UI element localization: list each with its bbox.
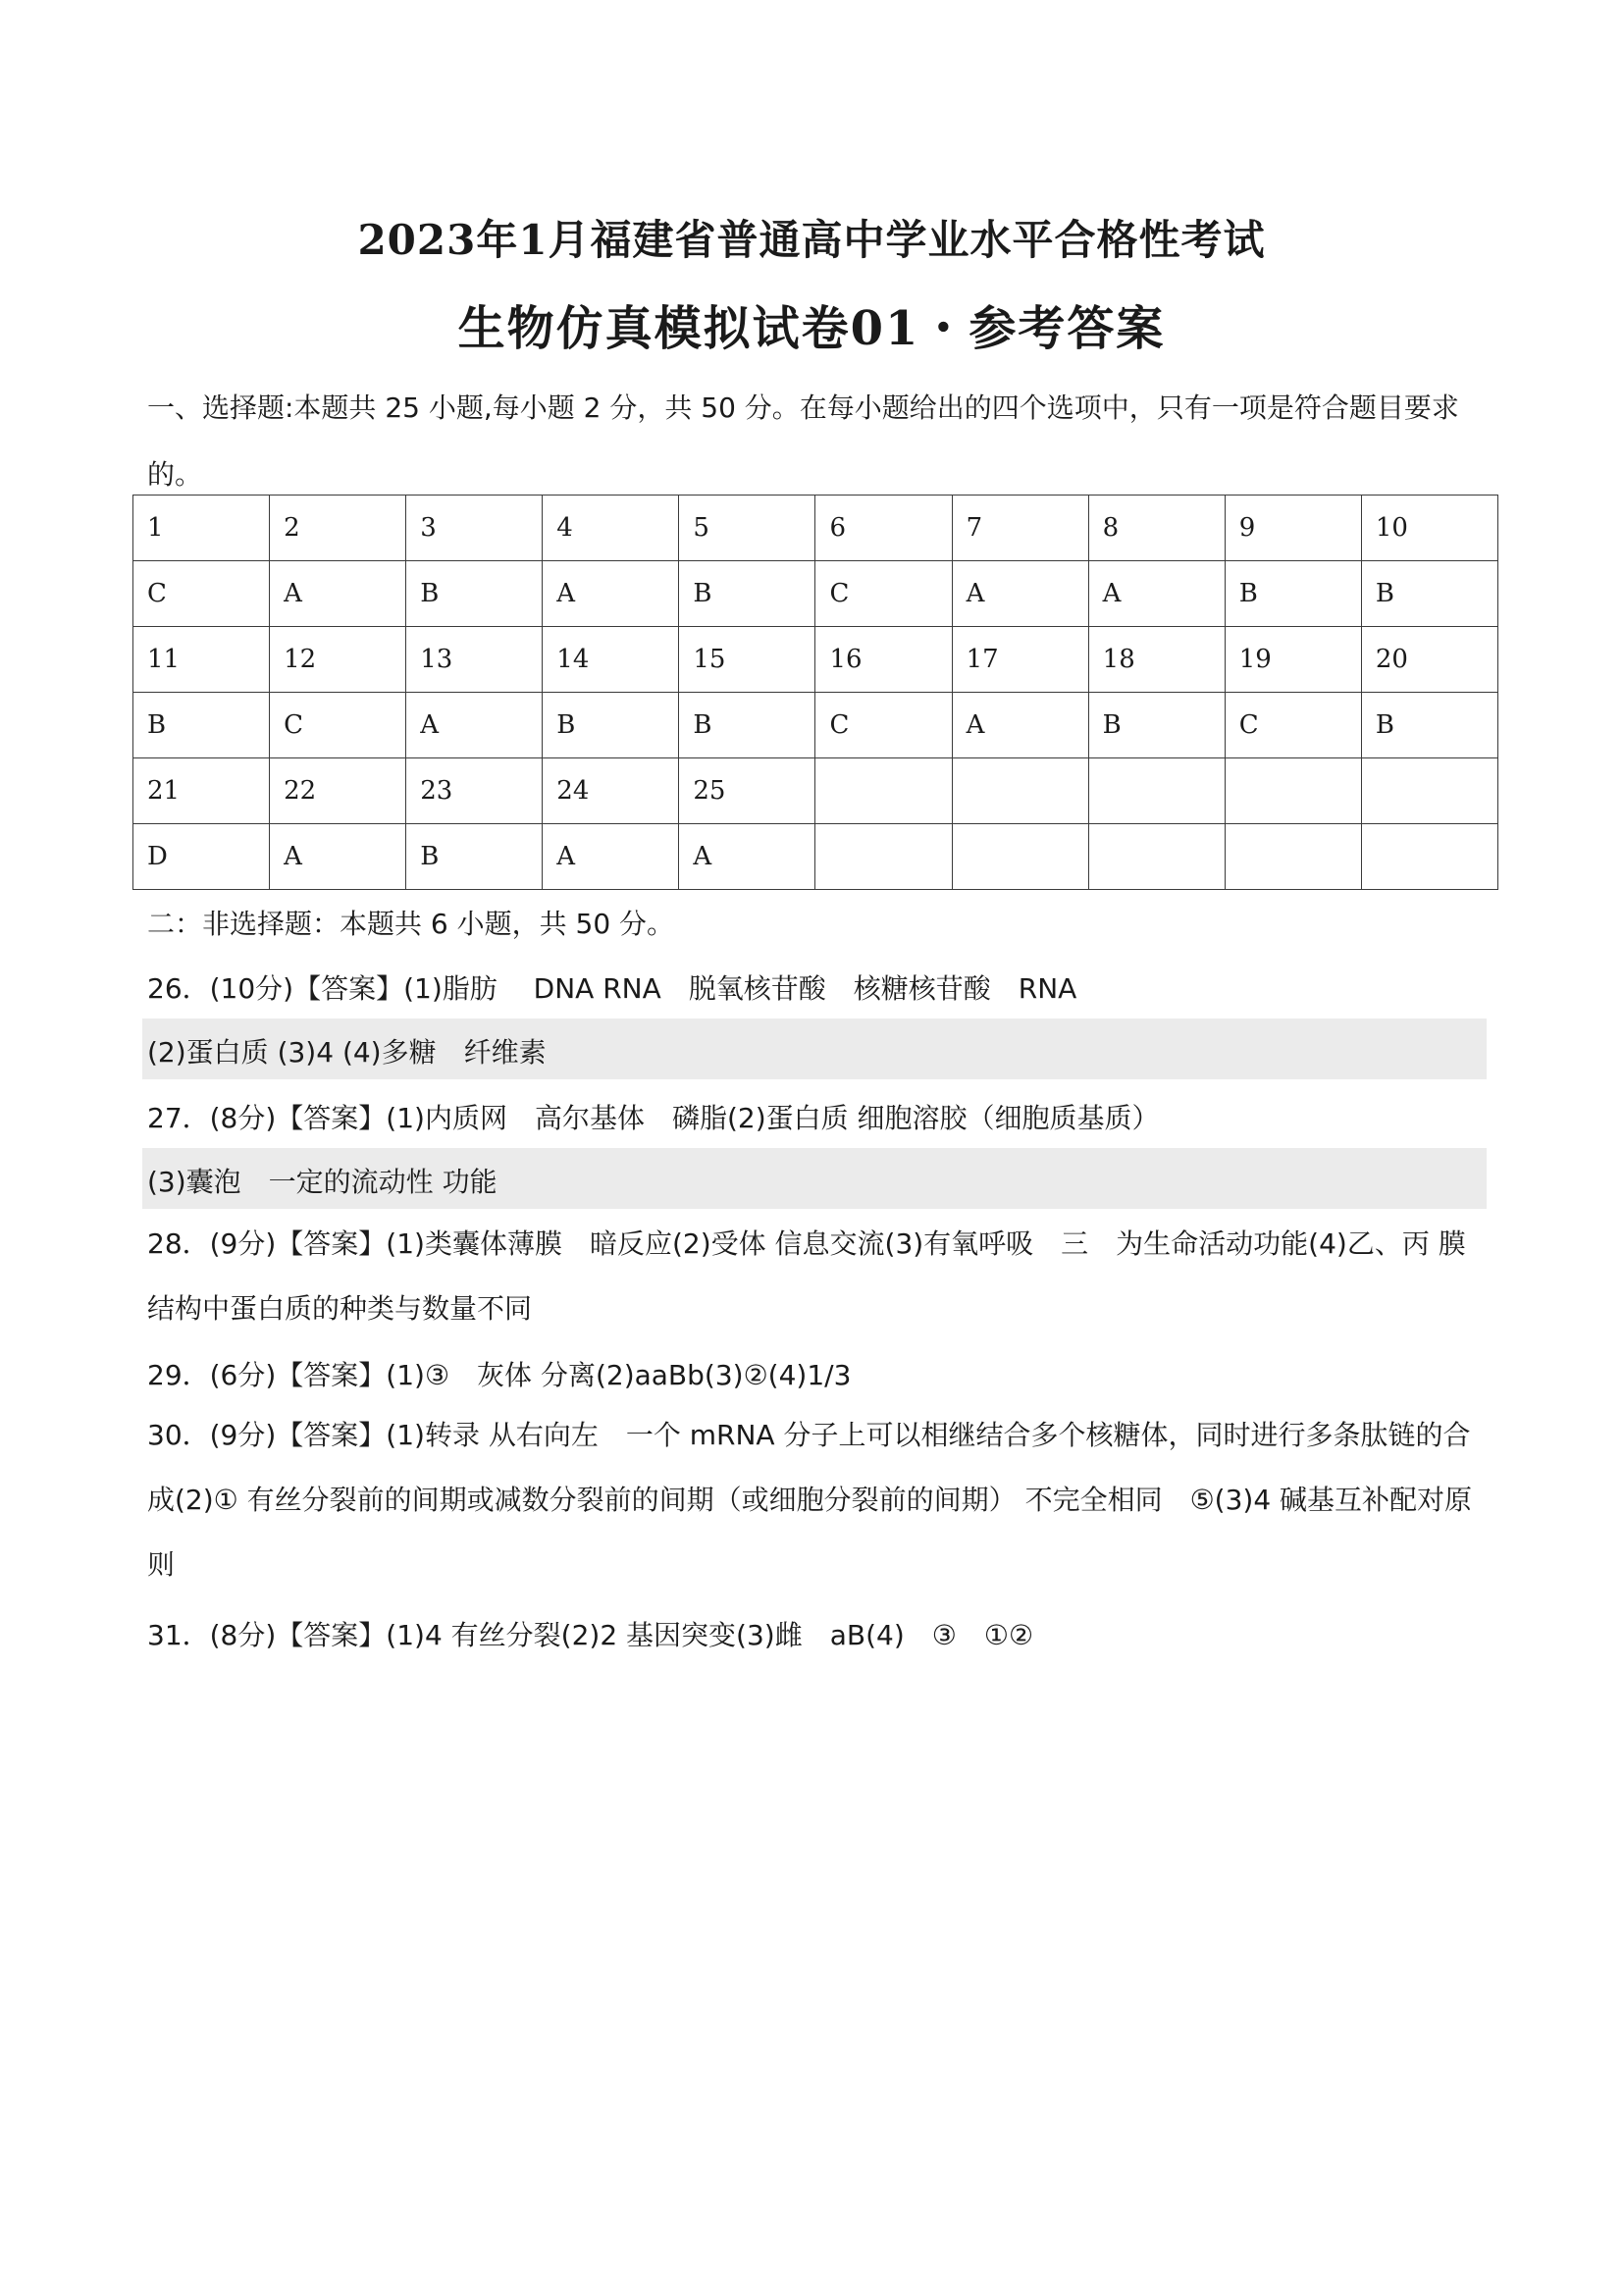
answer-q27-line1: 27．(8分)【答案】(1)内质网 高尔基体 磷脂(2)蛋白质 细胞溶胶（细胞质基质） xyxy=(147,1102,1160,1134)
question-number-cell: 19 xyxy=(1225,627,1361,693)
answer-q31: 31．(8分)【答案】(1)4 有丝分裂(2)2 基因突变(3)雌 aB(4) ③ ①② xyxy=(147,1619,1034,1651)
question-number-cell: 8 xyxy=(1088,496,1225,561)
question-number-cell: 22 xyxy=(270,758,406,824)
answer-cell xyxy=(952,824,1088,890)
answer-letter-row xyxy=(133,561,1498,627)
question-number-cell: 16 xyxy=(815,627,952,693)
question-number-cell: 17 xyxy=(952,627,1088,693)
question-number-cell: 12 xyxy=(270,627,406,693)
question-number-cell: 14 xyxy=(543,627,679,693)
question-number-cell: 5 xyxy=(679,496,815,561)
answer-q26-line2: (2)蛋白质 (3)4 (4)多糖 纤维素 xyxy=(147,1036,547,1069)
question-number-cell xyxy=(815,758,952,824)
section2-heading: 二：非选择题：本题共 6 小题，共 50 分。 xyxy=(147,908,675,940)
answer-cell: B xyxy=(543,693,679,758)
question-number-cell: 21 xyxy=(133,758,270,824)
answer-cell: B xyxy=(406,824,543,890)
question-number-cell: 9 xyxy=(1225,496,1361,561)
answer-cell xyxy=(815,824,952,890)
answer-cell: A xyxy=(270,561,406,627)
answer-cell: A xyxy=(952,561,1088,627)
question-number-cell: 10 xyxy=(1361,496,1497,561)
answer-cell: B xyxy=(679,561,815,627)
question-number-cell: 20 xyxy=(1361,627,1497,693)
answer-cell xyxy=(1088,824,1225,890)
answer-letter-row xyxy=(133,824,1498,890)
answer-cell: A xyxy=(270,824,406,890)
answer-table xyxy=(132,495,1498,890)
answer-q27-line2: (3)囊泡 一定的流动性 功能 xyxy=(147,1166,497,1198)
answer-cell: C xyxy=(1225,693,1361,758)
question-number-cell: 15 xyxy=(679,627,815,693)
answer-q26-line1: 26．(10分)【答案】(1)脂肪 DNA RNA 脱氧核苷酸 核糖核苷酸 RNA xyxy=(147,972,1077,1005)
question-number-cell: 1 xyxy=(133,496,270,561)
answer-cell: B xyxy=(1088,693,1225,758)
question-number-cell: 23 xyxy=(406,758,543,824)
question-number-cell xyxy=(1225,758,1361,824)
answer-cell: B xyxy=(406,561,543,627)
question-number-cell xyxy=(1361,758,1497,824)
question-number-cell: 25 xyxy=(679,758,815,824)
answer-cell: A xyxy=(952,693,1088,758)
answer-q29: 29．(6分)【答案】(1)③ 灰体 分离(2)aaBb(3)②(4)1/3 xyxy=(147,1359,852,1391)
question-number-cell: 4 xyxy=(543,496,679,561)
answer-cell: A xyxy=(679,824,815,890)
question-number-cell xyxy=(1088,758,1225,824)
question-number-cell: 7 xyxy=(952,496,1088,561)
answer-cell: B xyxy=(1361,561,1497,627)
question-number-cell xyxy=(952,758,1088,824)
question-number-cell: 11 xyxy=(133,627,270,693)
question-number-row xyxy=(133,758,1498,824)
answer-q30: 30．(9分)【答案】(1)转录 从右向左 一个 mRNA 分子上可以相继结合多个核糖体，同时进行多条肽链的合成(2)① 有丝分裂前的间期或减数分裂前的间期（或细胞分裂前的间期） 不完全相同 ⑤(3)4 碱基互补配对原则 xyxy=(147,1419,1473,1581)
answer-cell: B xyxy=(1361,693,1497,758)
answer-cell: C xyxy=(815,693,952,758)
answer-cell: A xyxy=(406,693,543,758)
paper-subtitle: 生物仿真模拟试卷01・参考答案 xyxy=(457,301,1166,356)
question-number-cell: 3 xyxy=(406,496,543,561)
answer-cell: C xyxy=(815,561,952,627)
question-number-cell: 6 xyxy=(815,496,952,561)
answer-cell: B xyxy=(1225,561,1361,627)
exam-title: 2023年1月福建省普通高中学业水平合格性考试 xyxy=(357,216,1266,264)
question-number-cell: 2 xyxy=(270,496,406,561)
answer-cell: A xyxy=(1088,561,1225,627)
question-number-row xyxy=(133,496,1498,561)
answer-letter-row xyxy=(133,693,1498,758)
answer-cell: B xyxy=(679,693,815,758)
answer-cell: D xyxy=(133,824,270,890)
answer-q28: 28．(9分)【答案】(1)类囊体薄膜 暗反应(2)受体 信息交流(3)有氧呼吸 三 为生命活动功能(4)乙、丙 膜结构中蛋白质的种类与数量不同 xyxy=(147,1227,1466,1325)
answer-cell: C xyxy=(270,693,406,758)
answer-cell xyxy=(1225,824,1361,890)
question-number-cell: 24 xyxy=(543,758,679,824)
section1-heading: 一、选择题:本题共 25 小题,每小题 2 分，共 50 分。在每小题给出的四个选项中，只有一项是符合题目要求的。 xyxy=(147,391,1459,491)
question-number-row xyxy=(133,627,1498,693)
answer-cell: A xyxy=(543,824,679,890)
answer-cell xyxy=(1361,824,1497,890)
answer-cell: A xyxy=(543,561,679,627)
answer-cell: B xyxy=(133,693,270,758)
question-number-cell: 18 xyxy=(1088,627,1225,693)
question-number-cell: 13 xyxy=(406,627,543,693)
answer-cell: C xyxy=(133,561,270,627)
